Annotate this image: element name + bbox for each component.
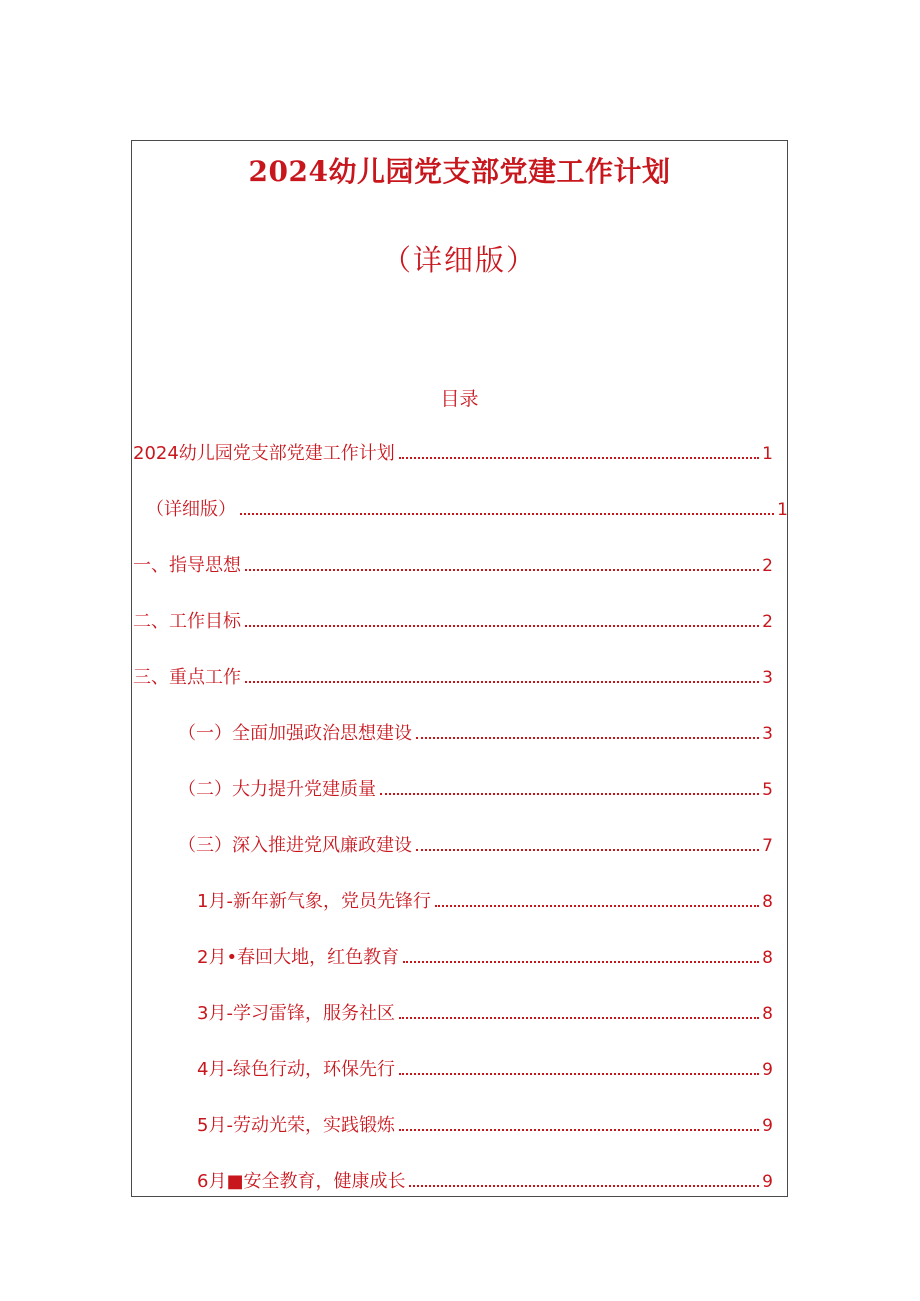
- toc-leader-dots: [245, 569, 759, 571]
- toc-heading: 目录: [440, 388, 479, 410]
- toc-leader-dots: [245, 681, 759, 683]
- toc-entry-text: （一）全面加强政治思想建设: [178, 723, 412, 744]
- toc-entry[interactable]: [197, 945, 773, 971]
- document-subtitle: （详细版）: [381, 243, 537, 277]
- document-title: 2024幼儿园党支部党建工作计划: [248, 155, 671, 188]
- toc-page-number: 3: [762, 668, 773, 688]
- toc-entry[interactable]: [178, 777, 773, 803]
- toc-leader-dots: [380, 793, 759, 795]
- toc-leader-dots: [416, 737, 759, 739]
- toc-leader-dots: [399, 1073, 759, 1075]
- toc-entry[interactable]: [197, 1001, 773, 1027]
- toc-entry-text: （二）大力提升党建质量: [178, 779, 376, 800]
- toc-entry-text: 3月-学习雷锋，服务社区: [197, 1003, 395, 1024]
- toc-leader-dots: [399, 457, 759, 459]
- toc-entry-text: 2月•春回大地，红色教育: [197, 947, 400, 968]
- toc-entry-text: 2024幼儿园党支部党建工作计划: [133, 443, 395, 464]
- toc-entry-text: 6月■安全教育，健康成长: [197, 1171, 406, 1192]
- toc-page-number: 3: [762, 724, 773, 744]
- toc-entry[interactable]: [133, 441, 773, 467]
- toc-entry[interactable]: [197, 889, 773, 915]
- toc-page-number: 2: [762, 556, 773, 576]
- toc-leader-dots: [399, 1129, 759, 1131]
- toc-page-number: 2: [762, 612, 773, 632]
- toc-leader-dots: [435, 905, 759, 907]
- toc-page-number: 7: [762, 836, 773, 856]
- toc-page-number: 8: [762, 892, 773, 912]
- toc-entry[interactable]: [146, 497, 788, 523]
- toc-leader-dots: [240, 513, 774, 515]
- toc-page-number: 5: [762, 780, 773, 800]
- toc-leader-dots: [416, 849, 759, 851]
- toc-page-number: 9: [762, 1172, 773, 1192]
- toc-entry-text: （详细版）: [146, 499, 236, 520]
- toc-entry[interactable]: [133, 553, 773, 579]
- toc-page-number: 9: [762, 1116, 773, 1136]
- toc-entry[interactable]: [178, 721, 773, 747]
- toc-page-number: 1: [762, 444, 773, 464]
- toc-entry[interactable]: [133, 609, 773, 635]
- toc-entry-text: 一、指导思想: [133, 555, 241, 576]
- toc-leader-dots: [245, 625, 759, 627]
- toc-page-number: 8: [762, 948, 773, 968]
- toc-entry[interactable]: [197, 1057, 773, 1083]
- toc-page-number: 9: [762, 1060, 773, 1080]
- toc-entry-text: 二、工作目标: [133, 611, 241, 632]
- toc-entry[interactable]: [197, 1113, 773, 1139]
- toc-entry-text: 4月-绿色行动，环保先行: [197, 1059, 395, 1080]
- toc-entry[interactable]: [133, 665, 773, 691]
- toc-entry[interactable]: [178, 833, 773, 859]
- toc-entry-text: 1月-新年新气象，党员先锋行: [197, 891, 431, 912]
- toc-leader-dots: [399, 1017, 759, 1019]
- toc-entry-text: 5月-劳动光荣，实践锻炼: [197, 1115, 395, 1136]
- toc-entry-text: 三、重点工作: [133, 667, 241, 688]
- toc-leader-dots: [403, 961, 759, 963]
- toc-entry[interactable]: [197, 1169, 773, 1195]
- toc-entry-text: （三）深入推进党风廉政建设: [178, 835, 412, 856]
- toc-page-number: 1: [777, 500, 788, 520]
- toc-page-number: 8: [762, 1004, 773, 1024]
- toc-leader-dots: [409, 1185, 759, 1187]
